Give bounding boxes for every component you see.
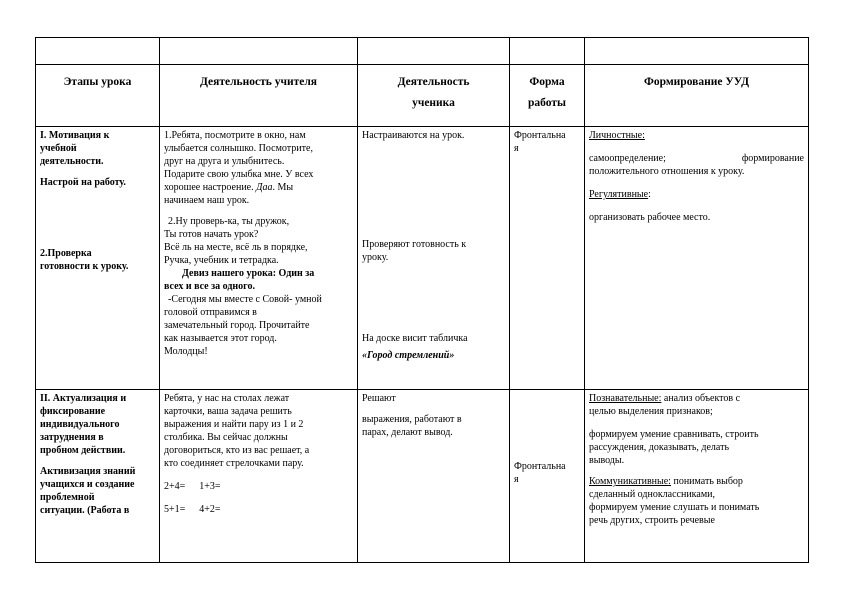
expression: 5+1= <box>164 504 186 515</box>
stage-text: деятельности. <box>40 156 104 167</box>
teacher-text: Ты готов начать урок? <box>164 229 259 240</box>
teacher-motto: Девиз нашего урока: Один за <box>182 268 315 279</box>
teacher-text-italic: Даа <box>256 182 273 193</box>
expression: 2+4= <box>164 481 186 492</box>
header-student <box>358 65 510 127</box>
uud-text: выводы. <box>589 455 625 466</box>
teacher-text: Подарите свою улыбка мне. У всех <box>164 169 314 180</box>
student-text: На доске висит табличка <box>362 333 468 344</box>
expression: 4+2= <box>199 504 221 515</box>
teacher-text: столбика. Вы сейчас должны <box>164 432 288 443</box>
header-teacher <box>160 65 358 127</box>
teacher-text: 1.Ребята, посмотрите в окно, нам <box>164 130 306 141</box>
uud-cell <box>585 127 809 390</box>
form-text: Фронтальна <box>514 130 566 141</box>
stage-text: учебной <box>40 143 77 154</box>
teacher-motto: всех и все за одного. <box>164 281 255 292</box>
uud-text: сделанный одноклассниками, <box>589 489 716 500</box>
teacher-text-part: хорошее настроение. <box>164 182 257 193</box>
teacher-text <box>164 181 353 194</box>
teacher-text: Молодцы! <box>164 346 208 357</box>
uud-heading: Регулятивные <box>589 189 649 200</box>
uud-text-part: самоопределение; <box>589 153 666 164</box>
stage-text: пробном действии. <box>40 445 126 456</box>
uud-text: положительного отношения к уроку. <box>589 166 745 177</box>
blank-cell <box>36 38 160 65</box>
header-student-line1: Деятельность <box>397 76 470 88</box>
table-row <box>36 390 809 563</box>
student-text: Настраиваются на урок. <box>362 130 465 141</box>
expression: 1+3= <box>199 481 221 492</box>
uud-text <box>589 392 804 405</box>
uud-text-part: понимать выбор <box>670 476 743 487</box>
blank-cell <box>358 38 510 65</box>
form-cell <box>510 127 585 390</box>
header-form-line2: работы <box>528 97 566 109</box>
uud-heading: Познавательные: <box>589 393 662 404</box>
blank-cell <box>585 38 809 65</box>
teacher-text-part: . Мы <box>272 182 294 193</box>
form-text: Фронтальна <box>514 461 566 472</box>
uud-cell <box>585 390 809 563</box>
teacher-text: кто соединяет стрелочками пару. <box>164 458 304 469</box>
student-text: выражения, работают в <box>362 414 462 425</box>
table-row <box>36 127 809 390</box>
teacher-text: выражения и найти пару из 1 и 2 <box>164 419 304 430</box>
stage-text: готовности к уроку. <box>40 261 129 272</box>
header-uud <box>585 65 809 127</box>
header-uud-label: Формирование УУД <box>644 76 749 88</box>
stage-text: учащихся и создание <box>40 479 135 490</box>
uud-text: формируем умение сравнивать, строить <box>589 429 759 440</box>
student-text: Проверяют готовность к <box>362 239 467 250</box>
uud-text: целью выделения признаков; <box>589 406 713 417</box>
teacher-text: Всё ль на месте, всё ль в порядке, <box>164 242 308 253</box>
student-text: уроку. <box>362 252 389 263</box>
header-teacher-label: Деятельность учителя <box>199 76 318 88</box>
student-text: парах, делают вывод. <box>362 427 453 438</box>
stage-text: ситуации. (Работа в <box>40 505 130 516</box>
lesson-plan-table <box>35 37 809 563</box>
stage-text: Настрой на работу. <box>40 177 126 188</box>
teacher-text: друг на друга и улыбнитесь. <box>164 156 285 167</box>
uud-heading: Коммуникативные: <box>589 476 671 487</box>
stage-text: Активизация знаний <box>40 466 136 477</box>
blank-cell <box>510 38 585 65</box>
teacher-text: как называется этот город. <box>164 333 277 344</box>
stage-text: затруднения в <box>40 432 104 443</box>
teacher-cell <box>160 127 358 390</box>
blank-cell <box>160 38 358 65</box>
teacher-text: карточки, ваша задача решить <box>164 406 292 417</box>
uud-heading-line <box>589 188 804 201</box>
stage-text: индивидуального <box>40 419 120 430</box>
teacher-text: головой отправимся в <box>164 307 257 318</box>
uud-text <box>589 475 804 488</box>
uud-text: рассуждения, доказывать, делать <box>589 442 730 453</box>
teacher-text: начинаем наш урок. <box>164 195 250 206</box>
teacher-cell <box>160 390 358 563</box>
student-cell <box>358 127 510 390</box>
stage-cell <box>36 127 160 390</box>
student-text-italic: «Город стремлений» <box>362 350 455 361</box>
header-form-line1: Форма <box>529 76 565 88</box>
header-stages-label: Этапы урока <box>63 76 132 88</box>
form-cell <box>510 390 585 563</box>
header-form <box>510 65 585 127</box>
form-text: я <box>514 474 519 485</box>
uud-text-part: анализ объектов с <box>661 393 741 404</box>
uud-heading-suffix: : <box>648 189 651 200</box>
uud-text: речь других, строить речевые <box>589 515 715 526</box>
stage-text: II. Актуализация и <box>40 393 127 404</box>
teacher-text: -Сегодня мы вместе с Совой- умной <box>168 294 322 305</box>
blank-top-row <box>36 38 809 65</box>
stage-text: проблемной <box>40 492 95 503</box>
uud-text-part: формирование <box>741 153 804 164</box>
expression-line <box>164 480 353 493</box>
header-row <box>36 65 809 127</box>
teacher-text: Ручка, учебник и тетрадка. <box>164 255 279 266</box>
expression-line <box>164 503 353 516</box>
uud-text: организовать рабочее место. <box>589 212 711 223</box>
stage-text: I. Мотивация к <box>40 130 110 141</box>
stage-cell <box>36 390 160 563</box>
teacher-text: Ребята, у нас на столах лежат <box>164 393 290 404</box>
uud-text <box>589 152 804 165</box>
uud-text: формируем умение слушать и понимать <box>589 502 760 513</box>
teacher-text: замечательный город. Прочитайте <box>164 320 310 331</box>
student-text: Решают <box>362 393 396 404</box>
student-cell <box>358 390 510 563</box>
teacher-text: 2.Ну проверь-ка, ты дружок, <box>168 216 290 227</box>
stage-text: 2.Проверка <box>40 248 92 259</box>
teacher-text: улыбается солнышко. Посмотрите, <box>164 143 313 154</box>
stage-text: фиксирование <box>40 406 106 417</box>
form-text: я <box>514 143 519 154</box>
uud-heading: Личностные: <box>589 130 645 141</box>
header-student-line2: ученика <box>412 97 455 109</box>
header-stages <box>36 65 160 127</box>
teacher-text: договориться, кто из вас решает, а <box>164 445 310 456</box>
